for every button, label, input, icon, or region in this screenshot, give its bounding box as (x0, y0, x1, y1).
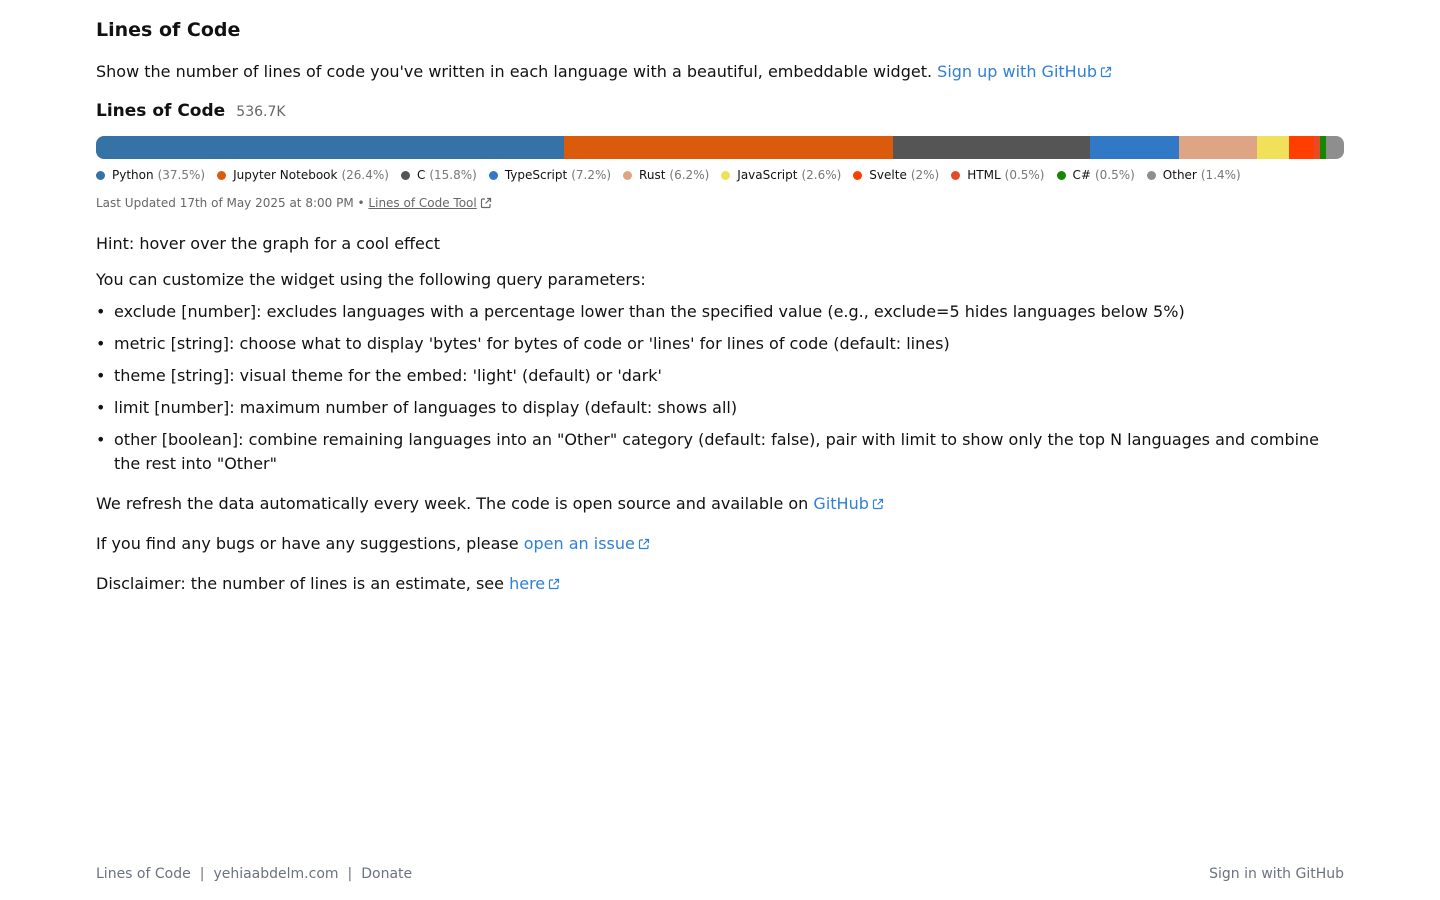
params-list (96, 300, 1344, 484)
legend-dot-icon (217, 171, 226, 180)
legend-item (1057, 167, 1135, 183)
legend-dot-icon (1147, 171, 1156, 180)
bullet-icon: • (96, 430, 106, 449)
legend-dot-icon (1057, 171, 1066, 180)
legend-item (1147, 167, 1241, 183)
disclaimer-here-link[interactable] (509, 574, 560, 593)
legend-item (853, 167, 939, 183)
legend-language-name: Rust (639, 168, 666, 182)
bullet-icon: • (96, 366, 106, 385)
language-bar[interactable] (96, 136, 1344, 159)
legend-language-percent: (0.5%) (1004, 168, 1045, 182)
legend-dot-icon (721, 171, 730, 180)
legend-item (489, 167, 611, 183)
legend-language-percent: (2.6%) (801, 168, 842, 182)
bar-segment-jupyter-notebook[interactable] (564, 136, 893, 159)
bullet-icon: • (96, 302, 106, 321)
bar-segment-c[interactable] (893, 136, 1090, 159)
footer-link-donate[interactable]: Donate (361, 866, 413, 882)
legend-language-percent: (15.8%) (429, 168, 477, 182)
legend-language-name: HTML (967, 168, 1001, 182)
legend-language-percent: (37.5%) (157, 168, 206, 182)
external-link-icon (1100, 66, 1112, 78)
legend-item (401, 167, 477, 183)
widget-header (96, 100, 286, 123)
footer-separator: | (347, 866, 353, 882)
param-text: metric [string]: choose what to display 'bytes' for bytes of code or 'lines' for lines of code (default: lines) (114, 334, 950, 353)
legend-dot-icon (489, 171, 498, 180)
open-issue-link[interactable] (524, 534, 650, 553)
last-updated-text: Last Updated 17th of May 2025 at 8:00 PM (96, 196, 354, 210)
customize-intro: You can customize the widget using the following query parameters: (96, 270, 646, 289)
legend-language-percent: (7.2%) (571, 168, 612, 182)
list-item (96, 332, 1344, 356)
bugs-text: If you find any bugs or have any suggestions, please (96, 534, 519, 553)
signup-github-label: Sign up with GitHub (937, 62, 1097, 81)
bar-segment-javascript[interactable] (1257, 136, 1289, 159)
intro-paragraph (96, 60, 1112, 84)
bar-segment-python[interactable] (96, 136, 564, 159)
open-issue-label: open an issue (523, 534, 635, 553)
list-item (96, 300, 1344, 324)
page-title: Lines of Code (96, 19, 241, 41)
legend-language-percent: (6.2%) (669, 168, 710, 182)
bar-segment-other[interactable] (1326, 136, 1343, 159)
bullet-icon: • (96, 334, 106, 353)
legend-language-name: C# (1072, 168, 1091, 182)
signup-github-link[interactable] (937, 62, 1112, 81)
footer-links (96, 864, 412, 884)
here-label: here (509, 574, 546, 593)
legend-language-name: Python (112, 168, 154, 182)
disclaimer-paragraph (96, 572, 560, 596)
legend-language-name: JavaScript (737, 168, 798, 182)
legend-language-name: Svelte (869, 168, 907, 182)
bar-segment-typescript[interactable] (1090, 136, 1180, 159)
param-text: theme [string]: visual theme for the embed: 'light' (default) or 'dark' (114, 366, 662, 385)
legend-dot-icon (853, 171, 862, 180)
param-text: exclude [number]: excludes languages with a percentage lower than the specified value (e.g., exclude=5 hides languages below 5%) (114, 302, 1185, 321)
legend-item (623, 167, 709, 183)
legend-language-percent: (26.4%) (341, 168, 389, 182)
refresh-text: We refresh the data automatically every week. The code is open source and available on (96, 494, 809, 513)
legend-item (96, 167, 205, 183)
bugs-paragraph (96, 532, 650, 556)
github-source-link[interactable] (813, 494, 883, 513)
param-text: limit [number]: maximum number of languages to display (default: shows all) (114, 398, 738, 417)
bar-segment-rust[interactable] (1179, 136, 1256, 159)
external-link-icon (480, 197, 491, 208)
hint-text: Hint: hover over the graph for a cool effect (96, 234, 440, 253)
footer-link-website[interactable]: yehiaabdelm.com (213, 866, 339, 882)
legend-language-name: Other (1162, 168, 1197, 182)
external-link-icon (638, 538, 650, 550)
legend-item (951, 167, 1044, 183)
lines-of-code-tool-link[interactable] (368, 196, 490, 210)
legend-dot-icon (951, 171, 960, 180)
external-link-icon (872, 498, 884, 510)
signin-github-button[interactable]: Sign in with GitHub (1209, 866, 1344, 882)
footer (96, 864, 1344, 884)
updated-separator: • (357, 196, 365, 210)
legend-item (721, 167, 841, 183)
language-legend (96, 167, 1253, 183)
legend-dot-icon (96, 171, 105, 180)
param-text: other [boolean]: combine remaining languages into an "Other" category (default: false), pair with limit to show only the top N languages and combine the rest into "Other" (114, 430, 1320, 473)
legend-language-name: Jupyter Notebook (233, 168, 338, 182)
github-source-label: GitHub (813, 494, 869, 513)
refresh-paragraph (96, 492, 884, 516)
intro-text: Show the number of lines of code you've written in each language with a beautiful, embeddable widget. (96, 62, 933, 81)
last-updated-line (96, 195, 491, 211)
widget-total: 536.7K (236, 104, 286, 120)
legend-language-percent: (0.5%) (1094, 168, 1135, 182)
legend-language-percent: (1.4%) (1200, 168, 1241, 182)
disclaimer-text: Disclaimer: the number of lines is an estimate, see (96, 574, 504, 593)
external-link-icon (548, 578, 560, 590)
bullet-icon: • (96, 398, 106, 417)
legend-dot-icon (401, 171, 410, 180)
footer-link-lines-of-code[interactable]: Lines of Code (96, 866, 191, 882)
list-item (96, 428, 1344, 476)
list-item (96, 364, 1344, 388)
legend-language-percent: (2%) (910, 168, 940, 182)
widget-title: Lines of Code (96, 101, 226, 121)
tool-link-label: Lines of Code Tool (368, 196, 477, 210)
bar-segment-svelte[interactable] (1289, 136, 1314, 159)
legend-dot-icon (623, 171, 632, 180)
legend-language-name: TypeScript (504, 168, 568, 182)
legend-item (217, 167, 389, 183)
legend-language-name: C (416, 168, 426, 182)
list-item (96, 396, 1344, 420)
footer-separator: | (199, 866, 205, 882)
